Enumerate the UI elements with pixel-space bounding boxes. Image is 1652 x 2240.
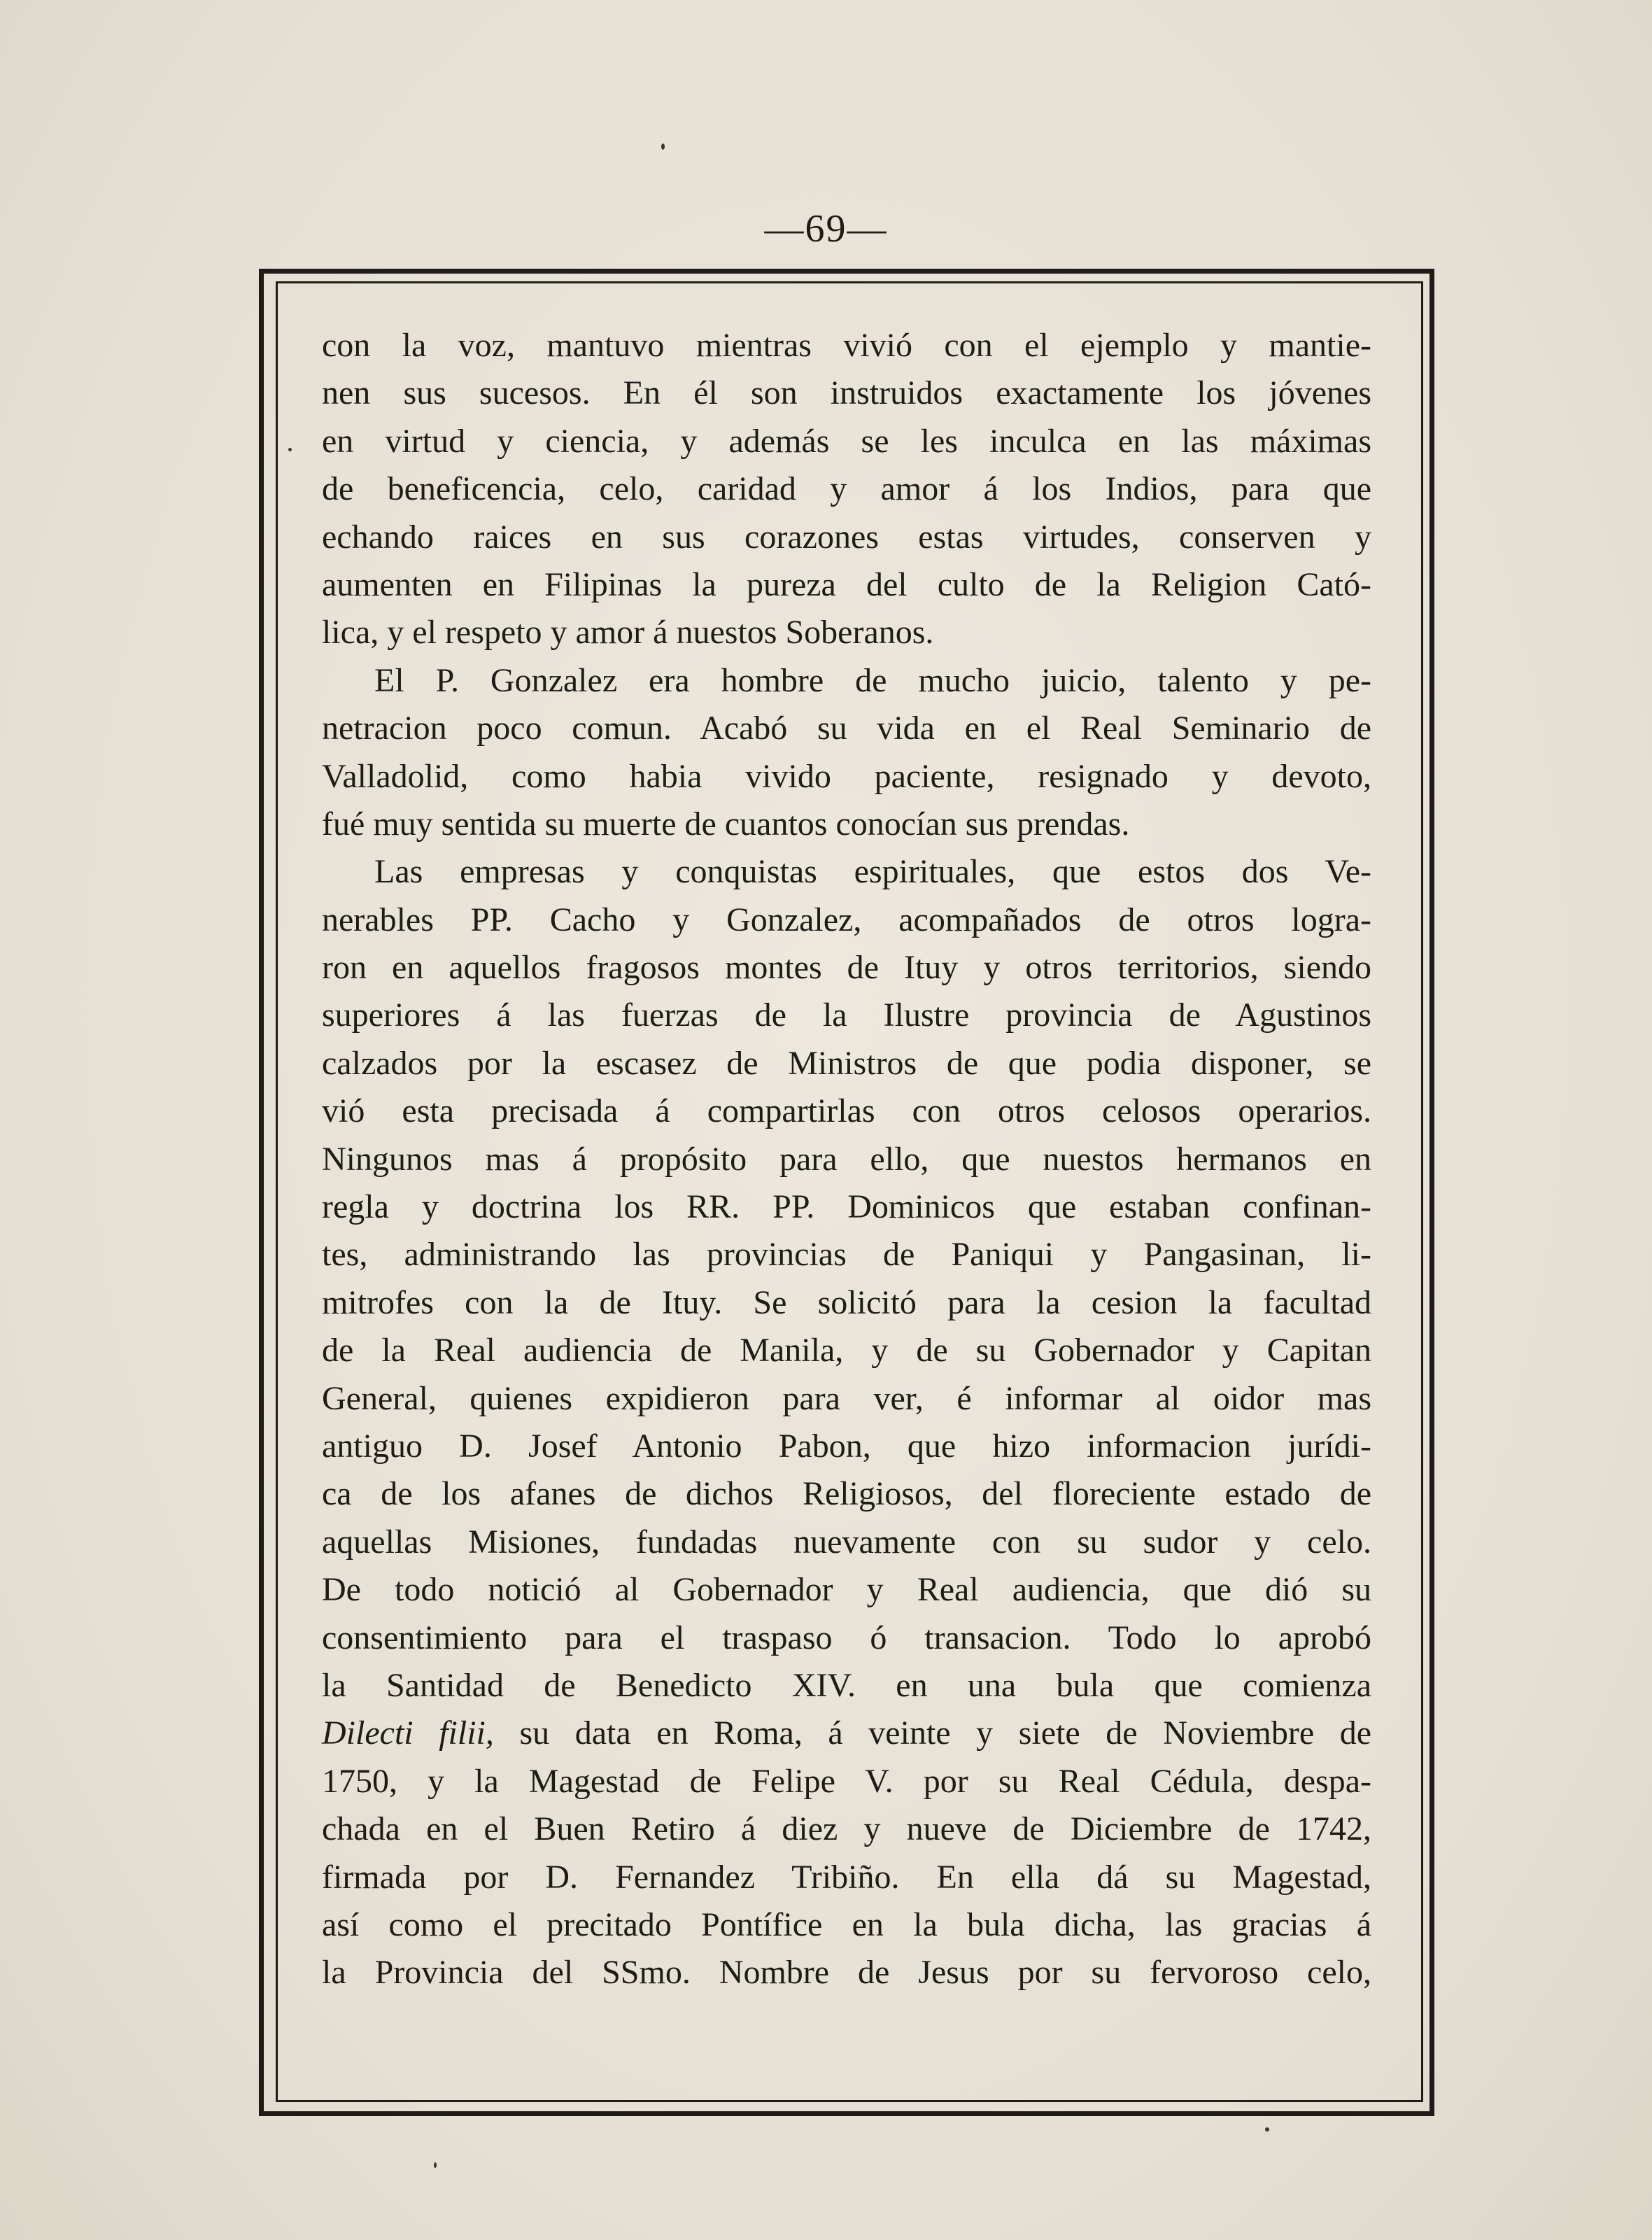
ink-speck <box>661 143 665 150</box>
text-line: la Santidad de Benedicto XIV. en una bula que comienza <box>322 1666 1371 1704</box>
text-line: Ningunos mas á propósito para ello, que nuestos hermanos en <box>322 1140 1371 1178</box>
text-line: netracion poco comun. Acabó su vida en el Real Seminario de <box>322 710 1371 747</box>
text-line: aquellas Misiones, fundadas nuevamente con su sudor y celo. <box>322 1523 1371 1561</box>
text-line: nerables PP. Cacho y Gonzalez, acompañados de otros logra- <box>322 901 1371 938</box>
text-line: mitrofes con la de Ituy. Se solicitó para la cesion la facultad <box>322 1283 1371 1321</box>
text-line: De todo notició al Gobernador y Real audiencia, que dió su <box>322 1571 1371 1609</box>
text-line: de beneficencia, celo, caridad y amor á los Indios, para que <box>322 470 1371 508</box>
text-line: General, quienes expidieron para ver, é informar al oidor mas <box>322 1379 1371 1417</box>
text-line: en virtud y ciencia, y además se les inculca en las máximas <box>322 422 1371 460</box>
text-line: antiguo D. Josef Antonio Pabon, que hizo informacion jurídi- <box>322 1427 1371 1465</box>
text-line: consentimiento para el traspaso ó transacion. Todo lo aprobó <box>322 1619 1371 1656</box>
text-line-rest: su data en Roma, á veinte y siete de Noviembre de <box>519 1714 1372 1752</box>
text-line: 1750, y la Magestad de Felipe V. por su Real Cédula, despa- <box>322 1762 1371 1800</box>
text-line: calzados por la escasez de Ministros de que podia disponer, se <box>322 1044 1371 1082</box>
text-line: regla y doctrina los RR. PP. Dominicos que estaban confinan- <box>322 1188 1371 1226</box>
body-text <box>322 322 1371 1997</box>
text-line: de la Real audiencia de Manila, y de su Gobernador y Capitan <box>322 1332 1371 1369</box>
ink-speck <box>1265 2127 1269 2132</box>
text-line: ron en aquellos fragosos montes de Ituy y otros territorios, siendo <box>322 949 1371 987</box>
text-line: tes, administrando las provincias de Paniqui y Pangasinan, li- <box>322 1236 1371 1274</box>
text-line: El P. Gonzalez era hombre de mucho juicio, talento y pe- <box>374 661 1371 699</box>
text-line: aumenten en Filipinas la pureza del culto de la Religion Cató- <box>322 565 1371 603</box>
text-line: con la voz, mantuvo mientras vivió con el ejemplo y mantie- <box>322 327 1371 364</box>
italic-phrase: Dilecti filii, <box>322 1714 494 1752</box>
text-line: nen sus sucesos. En él son instruidos exactamente los jóvenes <box>322 374 1371 412</box>
text-line: lica, y el respeto y amor á nuestos Soberanos. <box>322 614 934 651</box>
page-number: —69— <box>764 207 888 251</box>
text-line: chada en el Buen Retiro á diez y nueve de Diciembre de 1742, <box>322 1810 1371 1848</box>
text-line <box>322 1710 1371 1757</box>
ink-speck <box>434 2162 437 2168</box>
text-line: firmada por D. Fernandez Tribiño. En ella dá su Magestad, <box>322 1858 1371 1896</box>
text-line: echando raices en sus corazones estas virtudes, conserven y <box>322 518 1371 556</box>
text-line: Valladolid, como habia vivido paciente, resignado y devoto, <box>322 757 1371 795</box>
text-line: la Provincia del SSmo. Nombre de Jesus por su fervoroso celo, <box>322 1954 1371 1992</box>
ink-speck <box>288 448 292 451</box>
text-line: superiores á las fuerzas de la Ilustre provincia de Agustinos <box>322 996 1371 1034</box>
text-line: así como el precitado Pontífice en la bula dicha, las gracias á <box>322 1906 1371 1943</box>
text-line: Las empresas y conquistas espirituales, que estos dos Ve- <box>374 853 1371 891</box>
text-line: vió esta precisada á compartirlas con otros celosos operarios. <box>322 1092 1371 1130</box>
text-line: ca de los afanes de dichos Religiosos, del floreciente estado de <box>322 1475 1371 1513</box>
text-line: fué muy sentida su muerte de cuantos conocían sus prendas. <box>322 805 1130 843</box>
